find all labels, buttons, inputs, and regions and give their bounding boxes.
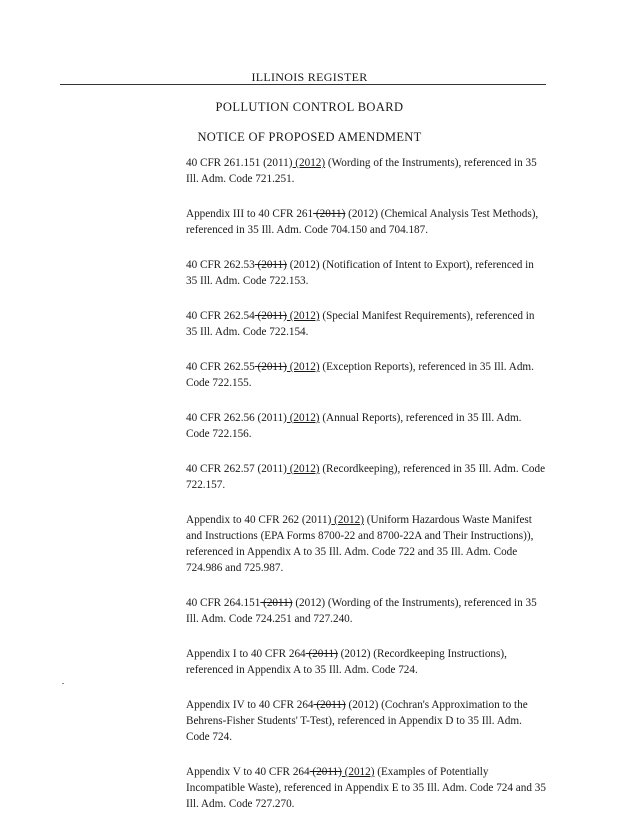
entry-text: (2012) (Chemical Analysis Test Methods), referenced in 35 Ill. Adm. Code 704.150 and 704.187. [186, 208, 539, 236]
entry-text: 40 CFR 262.56 (2011) [186, 412, 287, 424]
entry-text: 40 CFR 261.151 (2011) [186, 157, 293, 169]
entry-text: (2012) (Cochran's Approximation to the Behrens-Fisher Students' T-Test), referenced in Appendix D to 35 Ill. Adm. Code 724. [186, 699, 528, 743]
inserted-text: (2012) [286, 361, 320, 373]
entry-text: Appendix to 40 CFR 262 (2011) [186, 514, 332, 526]
agency-title: POLLUTION CONTROL BOARD [215, 100, 404, 114]
cfr-entry [186, 697, 546, 745]
entry-text: 40 CFR 262.57 (2011) [186, 463, 287, 475]
cfr-entry [186, 359, 546, 391]
entry-text: Appendix III to 40 CFR 261 [186, 208, 314, 220]
register-title: ILLINOIS REGISTER [251, 70, 368, 84]
cfr-entry [186, 206, 546, 238]
cfr-entry [186, 155, 546, 187]
document-body [186, 155, 546, 831]
entry-text: (2012) (Notification of Intent to Export), referenced in 35 Ill. Adm. Code 722.153. [186, 259, 534, 287]
cfr-entry [186, 257, 546, 289]
entry-text: Appendix IV to 40 CFR 264 [186, 699, 314, 711]
entry-text: (Uniform Hazardous Waste Manifest and Instructions (EPA Forms 8700-22 and 8700-22A and Their Instructions)), referenced in Appendix A to 35 Ill. Adm. Code 722 and 35 Ill. Adm. Code 724.986 and 725.987. [186, 514, 534, 574]
entry-text: (Wording of the Instruments), referenced in 35 Ill. Adm. Code 721.251. [186, 157, 537, 185]
notice-title: NOTICE OF PROPOSED AMENDMENT [197, 130, 422, 144]
cfr-entry [186, 646, 546, 678]
entry-text: 40 CFR 262.55 [186, 361, 255, 373]
entry-text: 40 CFR 262.54 [186, 310, 255, 322]
entry-text: (Annual Reports), referenced in 35 Ill. Adm. Code 722.156. [186, 412, 522, 440]
cfr-entry [186, 410, 546, 442]
deleted-text: (2011) [260, 597, 293, 609]
entry-text: (Special Manifest Requirements), referenced in 35 Ill. Adm. Code 722.154. [186, 310, 535, 338]
entry-text: (2012) (Recordkeeping Instructions), referenced in Appendix A to 35 Ill. Adm. Code 724. [186, 648, 507, 676]
inserted-text: (2012) [331, 514, 364, 526]
cfr-entry [186, 512, 546, 576]
cfr-entry [186, 595, 546, 627]
entry-text: (Recordkeeping), referenced in 35 Ill. Adm. Code 722.157. [186, 463, 546, 491]
inserted-text: (2012) [286, 463, 320, 475]
deleted-text: (2011) [254, 259, 287, 271]
inserted-text: (2012) [286, 412, 320, 424]
entry-text: (Exception Reports), referenced in 35 Ill. Adm. Code 722.155. [186, 361, 534, 389]
deleted-text: (2011) [313, 208, 346, 220]
deleted-text: (2011) [309, 766, 342, 778]
entry-text: (2012) (Wording of the Instruments), referenced in 35 Ill. Adm. Code 724.251 and 727.240. [186, 597, 537, 625]
entry-text: 40 CFR 264.151 [186, 597, 261, 609]
header-rule [60, 84, 546, 85]
scan-speck [62, 683, 64, 684]
deleted-text: (2011) [313, 699, 346, 711]
deleted-text: (2011) [254, 361, 287, 373]
cfr-entry [186, 308, 546, 340]
deleted-text: (2011) [254, 310, 287, 322]
entry-text: (Examples of Potentially Incompatible Waste), referenced in Appendix E to 35 Ill. Adm. Code 724 and 35 Ill. Adm. Code 727.270. [186, 766, 546, 810]
entry-text: Appendix I to 40 CFR 264 [186, 648, 306, 660]
cfr-entry [186, 764, 546, 812]
entry-text: Appendix V to 40 CFR 264 [186, 766, 310, 778]
inserted-text: (2012) [286, 310, 320, 322]
cfr-entry [186, 461, 546, 493]
inserted-text: (2012) [292, 157, 326, 169]
inserted-text: (2012) [341, 766, 375, 778]
deleted-text: (2011) [305, 648, 338, 660]
entry-text: 40 CFR 262.53 [186, 259, 255, 271]
